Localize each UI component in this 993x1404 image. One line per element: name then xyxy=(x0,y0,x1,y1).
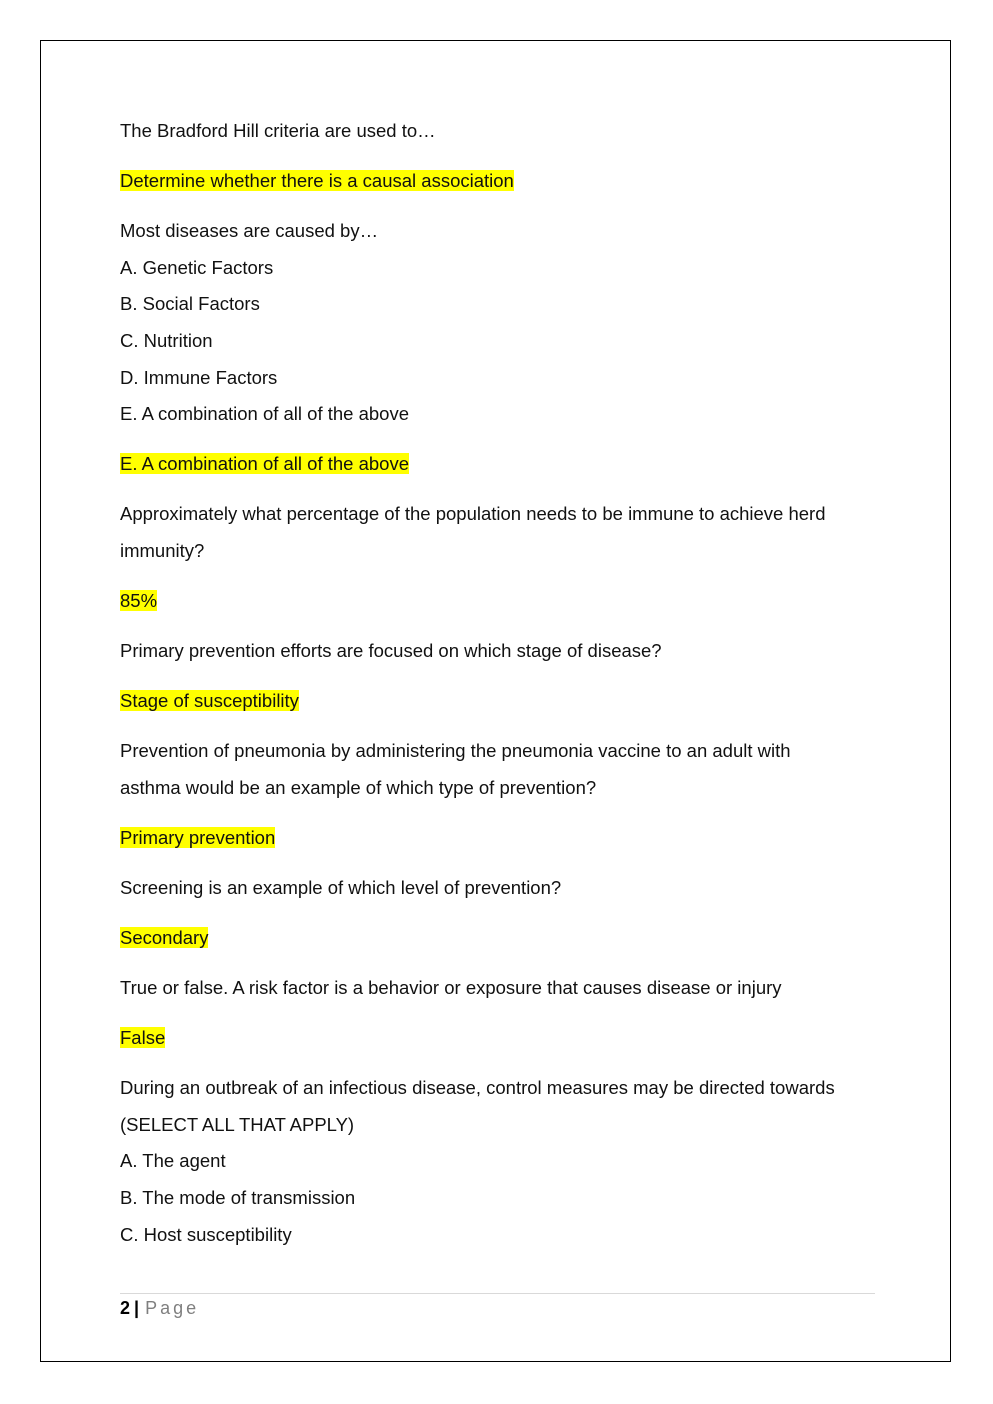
answer-line xyxy=(120,1025,880,1050)
question-prompt-continued: asthma would be an example of which type of prevention? xyxy=(120,776,597,798)
option-item: B. The mode of transmission xyxy=(120,1186,356,1208)
highlighted-answer: 85% xyxy=(120,590,158,612)
answer-line xyxy=(120,925,880,950)
highlighted-answer: Primary prevention xyxy=(120,826,276,848)
highlighted-answer: Determine whether there is a causal association xyxy=(120,170,514,191)
option-item: D. Immune Factors xyxy=(120,366,278,388)
highlighted-answer: False xyxy=(120,1026,166,1048)
highlighted-answer: E. A combination of all of the above xyxy=(120,453,409,475)
question-prompt: Approximately what percentage of the population needs to be immune to achieve herd xyxy=(120,503,826,525)
page-separator: | xyxy=(134,1298,140,1318)
highlighted-answer: Stage of susceptibility xyxy=(120,690,299,712)
question-prompt: During an outbreak of an infectious disease, control measures may be directed towards xyxy=(120,1076,835,1098)
option-item: C. Nutrition xyxy=(120,330,213,352)
answer-line xyxy=(120,451,880,476)
answer-line xyxy=(120,168,880,193)
question-prompt: Primary prevention efforts are focused on which stage of disease? xyxy=(120,640,662,662)
option-item: E. A combination of all of the above xyxy=(120,403,409,425)
answer-line xyxy=(120,588,880,613)
option-item: A. The agent xyxy=(120,1150,226,1172)
option-item: B. Social Factors xyxy=(120,293,260,315)
question-prompt-continued: immunity? xyxy=(120,540,205,562)
question-prompt: Prevention of pneumonia by administering the pneumonia vaccine to an adult with xyxy=(120,740,791,762)
question-prompt: Screening is an example of which level of prevention? xyxy=(120,876,562,898)
answer-line xyxy=(120,688,880,713)
question-prompt: The Bradford Hill criteria are used to… xyxy=(120,120,436,141)
question-prompt-continued: (SELECT ALL THAT APPLY) xyxy=(120,1113,355,1135)
answer-line xyxy=(120,825,880,850)
option-item: A. Genetic Factors xyxy=(120,256,274,278)
document-body xyxy=(120,118,880,1247)
option-item: C. Host susceptibility xyxy=(120,1223,292,1245)
page-footer xyxy=(120,1297,199,1319)
page-number: 2 xyxy=(120,1298,131,1318)
highlighted-answer: Secondary xyxy=(120,926,209,948)
page-label: Page xyxy=(145,1298,200,1318)
question-prompt: Most diseases are caused by… xyxy=(120,220,379,241)
question-prompt: True or false. A risk factor is a behavior or exposure that causes disease or injury xyxy=(120,976,782,998)
footer-divider xyxy=(120,1293,875,1294)
